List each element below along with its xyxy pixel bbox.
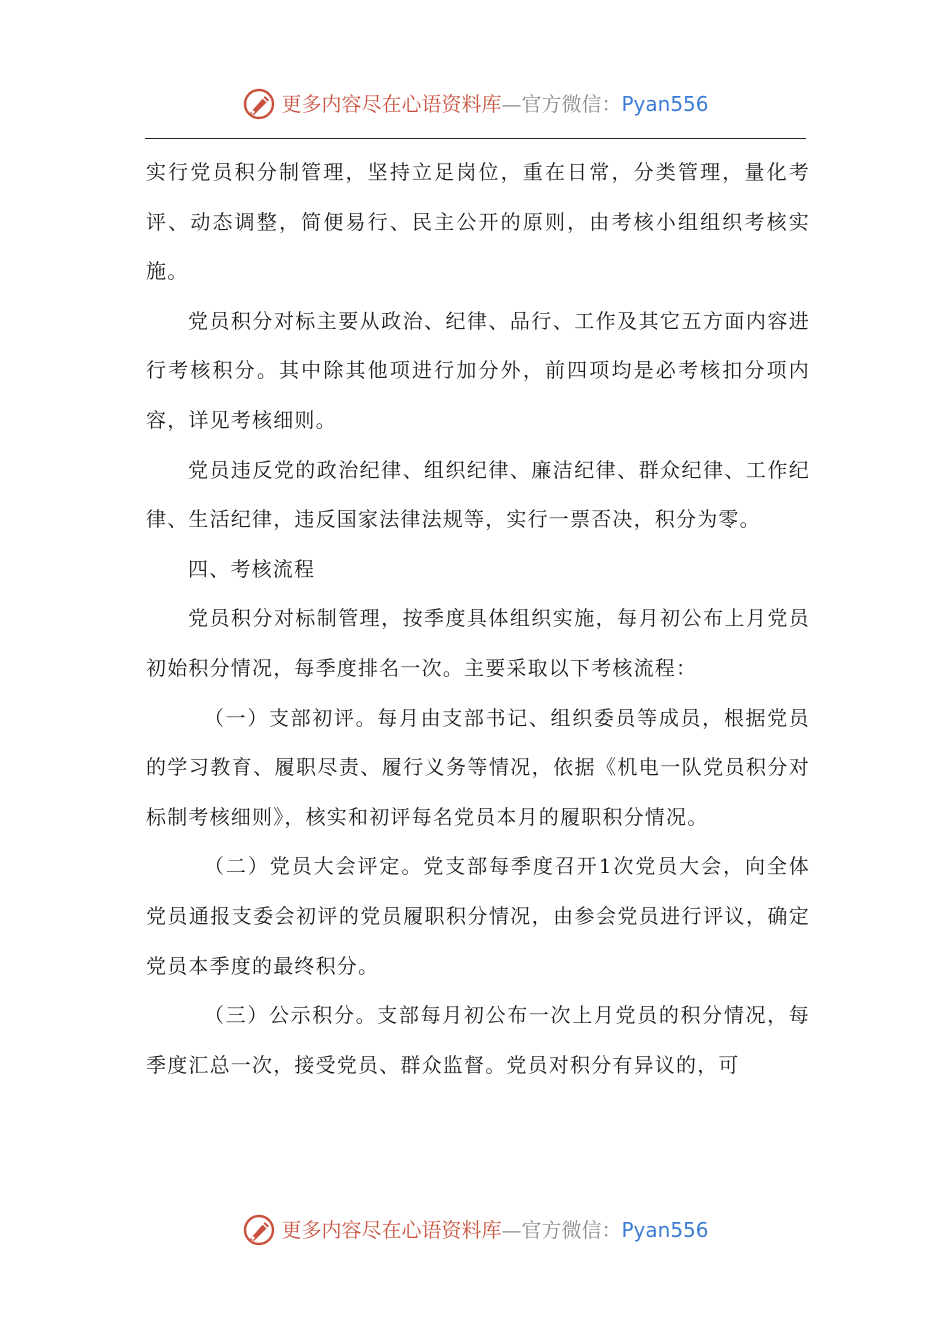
paragraph-6: （二）党员大会评定。党支部每季度召开1次党员大会，向全体党员通报支委会初评的党员履职积分情况，由参会党员进行评议，确定党员本季度的最终积分。 [146,854,810,978]
watermark-site-name: 更多内容尽在心语资料库 [281,1218,502,1242]
watermark-wechat-label: 官方微信： [521,1218,622,1242]
section-heading-4: 四、考核流程 [188,556,316,581]
watermark-site-name: 更多内容尽在心语资料库 [281,92,502,116]
paragraph-3: 党员违反党的政治纪律、组织纪律、廉洁纪律、群众纪律、工作纪律、生活纪律，违反国家法律法规等，实行一票否决，积分为零。 [146,457,810,532]
paragraph-7: （三）公示积分。支部每月初公布一次上月党员的积分情况，每季度汇总一次，接受党员、群众监督。党员对积分有异议的，可 [146,1003,810,1077]
pen-nib-logo-icon [241,1212,277,1248]
paragraph-1: 实行党员积分制管理，坚持立足岗位，重在日常，分类管理，量化考评、动态调整，简便易行、民主公开的原则，由考核小组组织考核实施。 [146,160,810,284]
watermark-dash: — [501,1218,522,1242]
header-watermark [0,84,950,124]
watermark-wechat-id: Pyan556 [621,1218,709,1242]
pen-nib-logo-icon [241,86,277,122]
paragraph-5: （一）支部初评。每月由支部书记、组织委员等成员，根据党员的学习教育、履职尽责、履行义务等情况，依据《机电一队党员积分对标制考核细则》，核实和初评每名党员本月的履职积分情况。 [146,705,810,829]
watermark-dash: — [501,92,522,116]
watermark-text [281,84,708,124]
watermark-text [281,1210,708,1250]
document-body [146,148,810,1090]
footer-watermark [0,1210,950,1250]
paragraph-2: 党员积分对标主要从政治、纪律、品行、工作及其它五方面内容进行考核积分。其中除其他项进行加分外，前四项均是必考核扣分项内容，详见考核细则。 [146,308,810,432]
watermark-wechat-label: 官方微信： [521,92,622,116]
watermark-wechat-id: Pyan556 [621,92,709,116]
paragraph-4: 党员积分对标制管理，按季度具体组织实施，每月初公布上月党员初始积分情况，每季度排名一次。主要采取以下考核流程： [146,606,810,680]
header-divider [145,138,806,139]
